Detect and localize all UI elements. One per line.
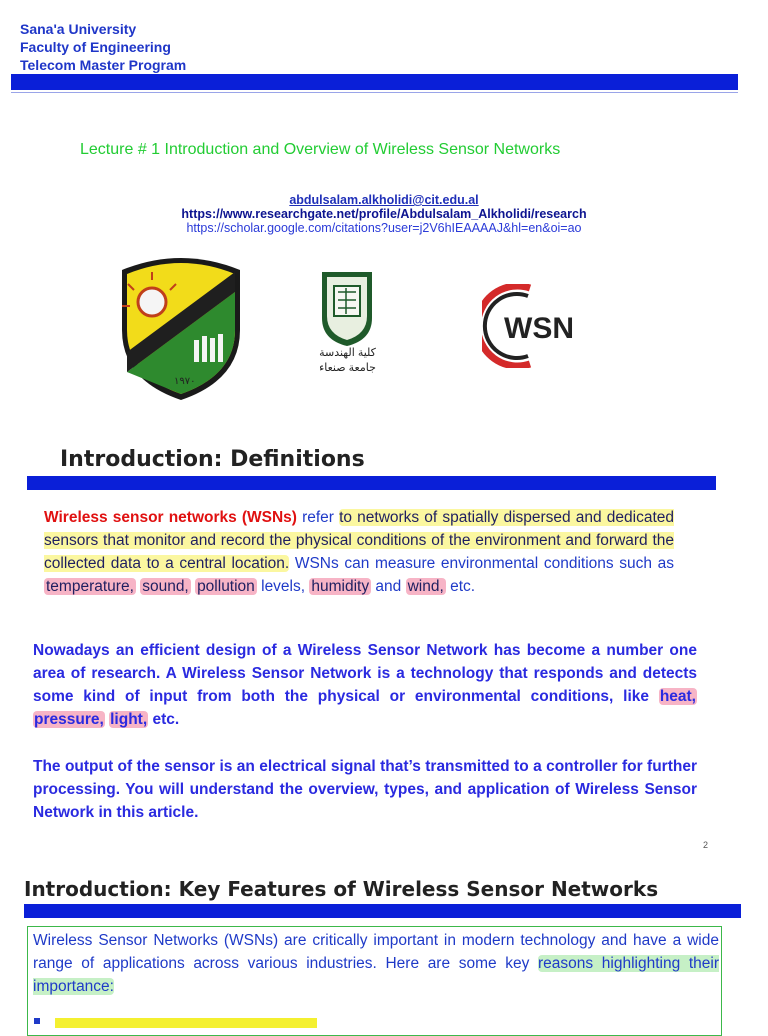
section2-divider-bar [24, 904, 741, 918]
svg-text:١٩٧٠: ١٩٧٠ [174, 376, 196, 387]
definition-highlight: to networks of spatially dispersed and dedicated sensors that monitor and record the physical conditions of the environment and forward the collected data to a central location. [44, 509, 674, 572]
keyword-heat: heat, [659, 688, 696, 705]
importance-paragraph [33, 929, 719, 998]
header-divider-line [11, 92, 738, 93]
and-text: and [371, 578, 406, 595]
faculty-caption-line1: كلية الهندسة [319, 347, 376, 359]
levels-text: levels, [256, 578, 310, 595]
faculty-caption-line2: جامعة صنعاء [319, 362, 376, 374]
output-paragraph: The output of the sensor is an electrical signal that’s transmitted to a controller for further processing. You will understand the overview, types, and application of Wireless Sensor Network in this article. [33, 758, 697, 821]
research-etc: etc. [148, 711, 180, 728]
faculty-name: Faculty of Engineering [20, 39, 171, 55]
scholar-link[interactable]: https://scholar.google.com/citations?user=j2V6hIEAAAAJ&hl=en&oi=ao [186, 221, 582, 235]
researchgate-link[interactable]: https://www.researchgate.net/profile/Abdulsalam_Alkholidi/research [181, 207, 587, 221]
university-name: Sana'a University [20, 21, 137, 37]
definition-paragraph [44, 506, 674, 598]
section-heading-definitions: Introduction: Definitions [60, 447, 365, 472]
email-link[interactable]: abdulsalam.alkholidi@cit.edu.al [289, 193, 479, 207]
keyword-sound: sound, [142, 578, 189, 595]
faculty-logo [316, 268, 378, 348]
page-number: 2 [703, 840, 709, 850]
keyword-temperature: temperature, [46, 578, 134, 595]
program-name: Telecom Master Program [20, 57, 187, 73]
highlight-strip [55, 1018, 317, 1028]
header-divider-bar [11, 74, 738, 90]
importance-text: Wireless Sensor Networks (WSNs) are critically important in modern technology and have a wide range of applications across various industries. Here are some key [33, 932, 719, 972]
wsn-logo [482, 284, 612, 368]
section-heading-key-features: Introduction: Key Features of Wireless Sensor Networks [24, 877, 659, 901]
faculty-caption [300, 346, 395, 376]
refer-text: refer [296, 509, 340, 526]
research-text: Nowadays an efficient design of a Wireless Sensor Network has become a number one area of research. A Wireless Sensor Network is a technology that responds and detects some kind of input from both the physical or environmental conditions, like [33, 642, 697, 705]
university-logo [112, 252, 250, 402]
reasons-highlight: reasons highlighting their importance: [33, 955, 719, 995]
wsn-logo-text: WSN [504, 312, 574, 345]
keyword-humidity: humidity [311, 578, 370, 595]
wsn-term: Wireless sensor networks (WSNs) [44, 509, 297, 526]
keyword-wind: wind, [407, 578, 444, 595]
keyword-pressure: pressure, [34, 711, 104, 728]
institution-header [20, 20, 186, 74]
measure-text: WSNs can measure environmental conditions such as [289, 555, 674, 572]
lecture-title: Lecture # 1 Introduction and Overview of Wireless Sensor Networks [80, 141, 561, 158]
etc-text: etc. [445, 578, 476, 595]
section-divider-bar [27, 476, 716, 490]
research-paragraph [33, 639, 697, 731]
keyword-pollution: pollution [197, 578, 255, 595]
contact-block [0, 193, 768, 235]
keyword-light: light, [110, 711, 148, 728]
bullet-icon [34, 1018, 40, 1024]
